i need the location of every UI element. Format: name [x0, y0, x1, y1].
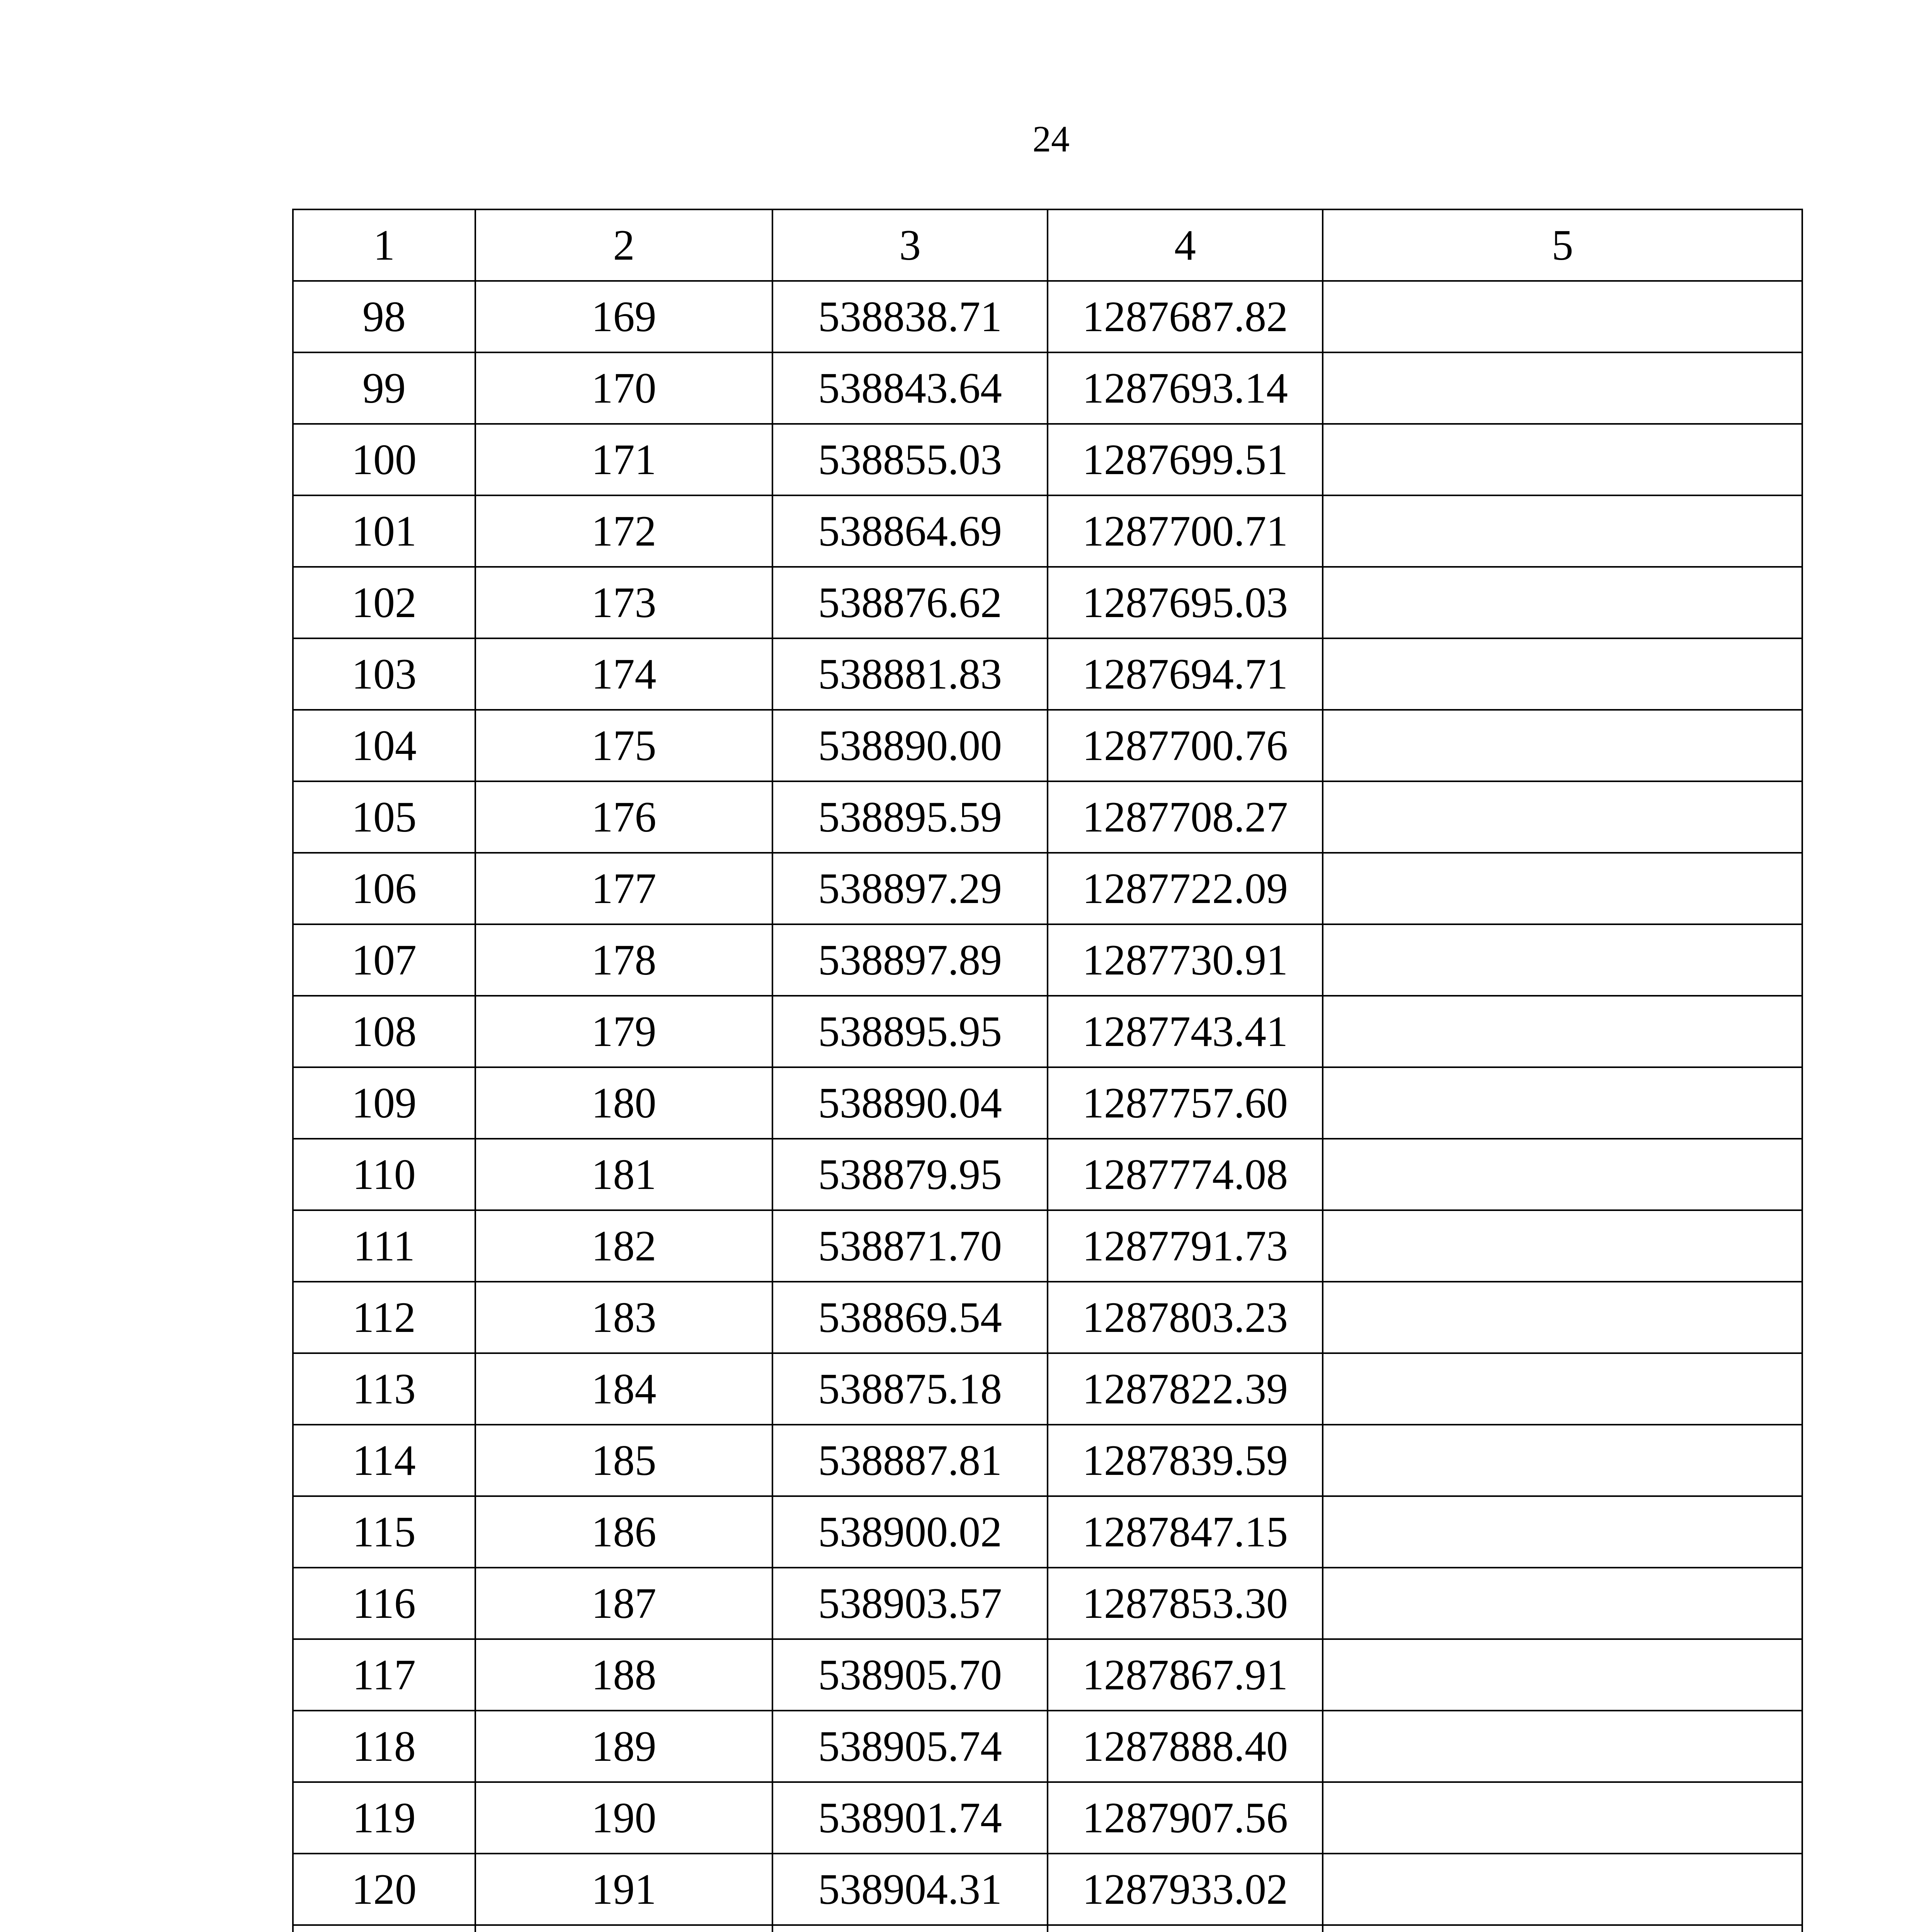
table-cell-col-4: 1287743.41: [1048, 996, 1323, 1067]
table-cell-col-2: 187: [475, 1568, 772, 1639]
table-cell-col-2: 182: [475, 1210, 772, 1282]
header-cell-1: 1: [293, 209, 475, 281]
table-header-row: [293, 209, 1802, 281]
table-cell-col-2: 176: [475, 781, 772, 853]
table-cell-col-5: [1323, 1353, 1802, 1425]
table-row: [293, 1353, 1802, 1425]
table-cell-col-5: [1323, 1496, 1802, 1568]
table-cell-col-3: 538879.95: [772, 1139, 1048, 1210]
table-cell-col-1: 103: [293, 638, 475, 710]
table-cell-col-2: 174: [475, 638, 772, 710]
table-cell-col-5: [1323, 1425, 1802, 1496]
table-body: [293, 209, 1802, 1932]
table-cell-col-1: 107: [293, 924, 475, 996]
table-cell-col-3: 538876.62: [772, 567, 1048, 638]
table-cell-col-3: 538900.02: [772, 1496, 1048, 1568]
table-row: [293, 1282, 1802, 1353]
table-row: [293, 638, 1802, 710]
table-cell-col-2: 177: [475, 853, 772, 924]
table-cell-col-4: 1287847.15: [1048, 1496, 1323, 1568]
table-cell-col-5: [1323, 1639, 1802, 1711]
table-row: [293, 567, 1802, 638]
table-cell-col-1: [293, 1925, 475, 1932]
table-cell-col-2: 172: [475, 495, 772, 567]
table-cell-col-3: 538903.57: [772, 1568, 1048, 1639]
table-cell-col-3: 538871.70: [772, 1210, 1048, 1282]
table-cell-col-1: 112: [293, 1282, 475, 1353]
table-cell-col-2: 189: [475, 1711, 772, 1782]
table-cell-col-2: 175: [475, 710, 772, 781]
table-cell-col-5: [1323, 1711, 1802, 1782]
table-cell-col-3: 538838.71: [772, 281, 1048, 352]
table-row: [293, 924, 1802, 996]
table-cell-col-1: 108: [293, 996, 475, 1067]
table-cell-col-2: [475, 1925, 772, 1932]
table-cell-col-2: 173: [475, 567, 772, 638]
table-cell-col-2: 178: [475, 924, 772, 996]
table-cell-col-5: [1323, 924, 1802, 996]
table-cell-col-2: 183: [475, 1282, 772, 1353]
table-cell-col-3: 538895.59: [772, 781, 1048, 853]
table-row: [293, 1568, 1802, 1639]
table-cell-col-3: 538869.54: [772, 1282, 1048, 1353]
table-cell-col-5: [1323, 710, 1802, 781]
table-cell-col-3: 538904.31: [772, 1854, 1048, 1925]
table-row: [293, 281, 1802, 352]
table-row: [293, 710, 1802, 781]
table-cell-col-1: 100: [293, 424, 475, 495]
table-cell-col-5: [1323, 1925, 1802, 1932]
table-cell-col-4: 1287730.91: [1048, 924, 1323, 996]
table-cell-col-4: [1048, 1925, 1323, 1932]
page-number: 24: [1032, 118, 1070, 160]
table-cell-col-1: 119: [293, 1782, 475, 1854]
table-cell-col-3: 538905.74: [772, 1711, 1048, 1782]
table-cell-col-4: 1287822.39: [1048, 1353, 1323, 1425]
table-cell-col-3: [772, 1925, 1048, 1932]
table-cell-col-3: 538855.03: [772, 424, 1048, 495]
table-cell-col-1: 105: [293, 781, 475, 853]
table-cell-col-4: 1287757.60: [1048, 1067, 1323, 1139]
table-cell-col-4: 1287694.71: [1048, 638, 1323, 710]
table-cell-col-4: 1287722.09: [1048, 853, 1323, 924]
table-cell-col-5: [1323, 1067, 1802, 1139]
table-cell-col-3: 538843.64: [772, 352, 1048, 424]
table-cell-col-5: [1323, 1854, 1802, 1925]
table-cell-col-1: 104: [293, 710, 475, 781]
table-row: [293, 1210, 1802, 1282]
coordinates-table: [292, 209, 1803, 1932]
table-cell-col-5: [1323, 281, 1802, 352]
table-cell-col-1: 110: [293, 1139, 475, 1210]
table-row: [293, 424, 1802, 495]
table-cell-col-2: 181: [475, 1139, 772, 1210]
table-cell-col-4: 1287700.71: [1048, 495, 1323, 567]
table-cell-col-4: 1287839.59: [1048, 1425, 1323, 1496]
table-cell-col-1: 114: [293, 1425, 475, 1496]
table-cell-col-5: [1323, 567, 1802, 638]
table-cell-col-2: 171: [475, 424, 772, 495]
table-row: [293, 1639, 1802, 1711]
table-cell-col-4: 1287699.51: [1048, 424, 1323, 495]
table-cell-col-3: 538875.18: [772, 1353, 1048, 1425]
table-cell-col-2: 179: [475, 996, 772, 1067]
table-cell-col-3: 538901.74: [772, 1782, 1048, 1854]
table-cell-col-4: 1287907.56: [1048, 1782, 1323, 1854]
table-cell-col-4: 1287693.14: [1048, 352, 1323, 424]
table-cell-col-3: 538881.83: [772, 638, 1048, 710]
table-cell-col-1: 113: [293, 1353, 475, 1425]
table-cell-col-5: [1323, 352, 1802, 424]
table-row: [293, 1925, 1802, 1932]
table-row: [293, 1425, 1802, 1496]
table-cell-col-3: 538890.04: [772, 1067, 1048, 1139]
table-cell-col-4: 1287867.91: [1048, 1639, 1323, 1711]
table-cell-col-2: 180: [475, 1067, 772, 1139]
table-cell-col-1: 115: [293, 1496, 475, 1568]
table-cell-col-1: 120: [293, 1854, 475, 1925]
table-cell-col-1: 109: [293, 1067, 475, 1139]
table-row: [293, 352, 1802, 424]
table-cell-col-5: [1323, 495, 1802, 567]
table-cell-col-4: 1287774.08: [1048, 1139, 1323, 1210]
table-cell-col-4: 1287888.40: [1048, 1711, 1323, 1782]
table-cell-col-4: 1287803.23: [1048, 1282, 1323, 1353]
table-cell-col-3: 538895.95: [772, 996, 1048, 1067]
table-cell-col-5: [1323, 1210, 1802, 1282]
table-cell-col-5: [1323, 1139, 1802, 1210]
table-cell-col-4: 1287853.30: [1048, 1568, 1323, 1639]
table-cell-col-1: 106: [293, 853, 475, 924]
table-cell-col-3: 538887.81: [772, 1425, 1048, 1496]
table-cell-col-5: [1323, 638, 1802, 710]
table-cell-col-1: 117: [293, 1639, 475, 1711]
table-cell-col-2: 191: [475, 1854, 772, 1925]
table-cell-col-5: [1323, 853, 1802, 924]
table-row: [293, 1496, 1802, 1568]
table-cell-col-3: 538897.29: [772, 853, 1048, 924]
table-cell-col-4: 1287687.82: [1048, 281, 1323, 352]
header-cell-4: 4: [1048, 209, 1323, 281]
table-row: [293, 781, 1802, 853]
table-cell-col-1: 111: [293, 1210, 475, 1282]
table-cell-col-5: [1323, 1568, 1802, 1639]
table-cell-col-5: [1323, 1282, 1802, 1353]
table-cell-col-1: 102: [293, 567, 475, 638]
table-cell-col-5: [1323, 996, 1802, 1067]
table-row: [293, 996, 1802, 1067]
table-cell-col-4: 1287791.73: [1048, 1210, 1323, 1282]
table-cell-col-3: 538864.69: [772, 495, 1048, 567]
table-row: [293, 1711, 1802, 1782]
table-cell-col-2: 188: [475, 1639, 772, 1711]
table-row: [293, 1139, 1802, 1210]
table-cell-col-5: [1323, 1782, 1802, 1854]
table-row: [293, 495, 1802, 567]
table-cell-col-1: 98: [293, 281, 475, 352]
header-cell-3: 3: [772, 209, 1048, 281]
table-cell-col-3: 538890.00: [772, 710, 1048, 781]
table-cell-col-4: 1287708.27: [1048, 781, 1323, 853]
header-cell-2: 2: [475, 209, 772, 281]
table-row: [293, 1782, 1802, 1854]
table-cell-col-2: 184: [475, 1353, 772, 1425]
table-cell-col-2: 185: [475, 1425, 772, 1496]
table-row: [293, 1067, 1802, 1139]
table-row: [293, 853, 1802, 924]
table-cell-col-2: 186: [475, 1496, 772, 1568]
table-cell-col-1: 116: [293, 1568, 475, 1639]
table-row: [293, 1854, 1802, 1925]
table-cell-col-1: 101: [293, 495, 475, 567]
table-cell-col-3: 538897.89: [772, 924, 1048, 996]
header-cell-5: 5: [1323, 209, 1802, 281]
table-cell-col-3: 538905.70: [772, 1639, 1048, 1711]
table-cell-col-2: 169: [475, 281, 772, 352]
table-cell-col-4: 1287933.02: [1048, 1854, 1323, 1925]
table-cell-col-5: [1323, 781, 1802, 853]
table-cell-col-4: 1287700.76: [1048, 710, 1323, 781]
table-cell-col-1: 99: [293, 352, 475, 424]
table-cell-col-1: 118: [293, 1711, 475, 1782]
table-cell-col-4: 1287695.03: [1048, 567, 1323, 638]
table-cell-col-2: 170: [475, 352, 772, 424]
table-cell-col-2: 190: [475, 1782, 772, 1854]
table-cell-col-5: [1323, 424, 1802, 495]
